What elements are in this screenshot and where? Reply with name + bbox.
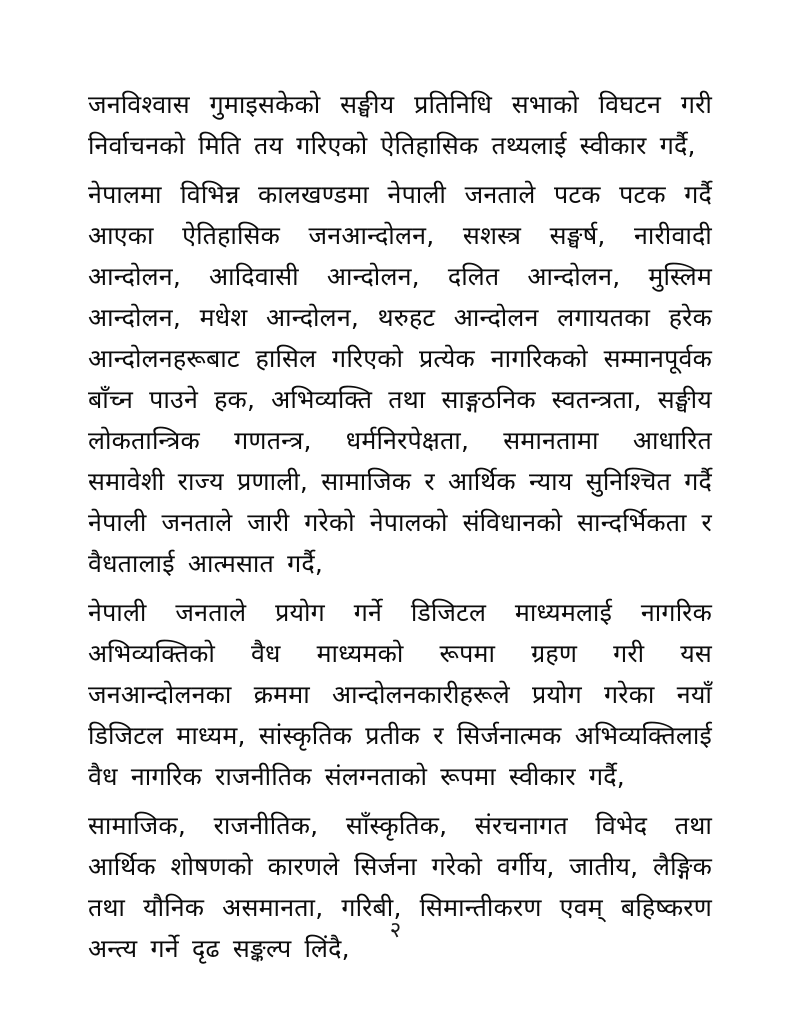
page-number: २ bbox=[389, 918, 402, 943]
body-paragraph-2: नेपालमा विभिन्न कालखण्डमा नेपाली जनताले पटक पटक गर्दै आएका ऐतिहासिक जनआन्दोलन, सशस्त्र सङ्घर्ष, नारीवादी आन्दोलन, आदिवासी आन्दोलन, दलित आन्दोलन, मुस्लिम आन्दोलन, मधेश आन्दोलन, थरुहट आन्दोलन लगायतका हरेक आन्दोलनहरूबाट हासिल गरिएको प्रत्येक नागरिकको सम्मानपूर्वक बाँच्न पाउने हक, अभिव्यक्ति तथा साङ्गठनिक स्वतन्त्रता, सङ्घीय लोकतान्त्रिक गणतन्त्र, धर्मनिरपेक्षता, समानतामा आधारित समावेशी राज्य प्रणाली, सामाजिक र आर्थिक न्याय सुनिश्चित गर्दै नेपाली जनताले जारी गरेको नेपालको संविधानको सान्दर्भिकता र वैधतालाई आत्मसात गर्दै, bbox=[88, 180, 712, 578]
document-body bbox=[88, 84, 712, 977]
body-paragraph-4: सामाजिक, राजनीतिक, साँस्कृतिक, संरचनागत विभेद तथा आर्थिक शोषणको कारणले सिर्जना गरेको वर्गीय, जातीय, लैङ्गिक तथा यौनिक असमानता, गरिबी, सिमान्तीकरण एवम् बहिष्करण अन्त्य गर्ने दृढ सङ्कल्प लिंदै, bbox=[88, 811, 712, 963]
body-paragraph-1: जनविश्वास गुमाइसकेको सङ्घीय प्रतिनिधि सभाको विघटन गरी निर्वाचनको मिति तय गरिएको ऐतिहासिक तथ्यलाई स्वीकार गर्दै, bbox=[88, 90, 712, 160]
body-paragraph-3: नेपाली जनताले प्रयोग गर्ने डिजिटल माध्यमलाई नागरिक अभिव्यक्तिको वैध माध्यमको रूपमा ग्रहण गरी यस जनआन्दोलनका क्रममा आन्दोलनकारीहरूले प्रयोग गरेका नयाँ डिजिटल माध्यम, सांस्कृतिक प्रतीक र सिर्जनात्मक अभिव्यक्तिलाई वैध नागरिक राजनीतिक संलग्नताको रूपमा स्वीकार गर्दै, bbox=[88, 598, 712, 791]
